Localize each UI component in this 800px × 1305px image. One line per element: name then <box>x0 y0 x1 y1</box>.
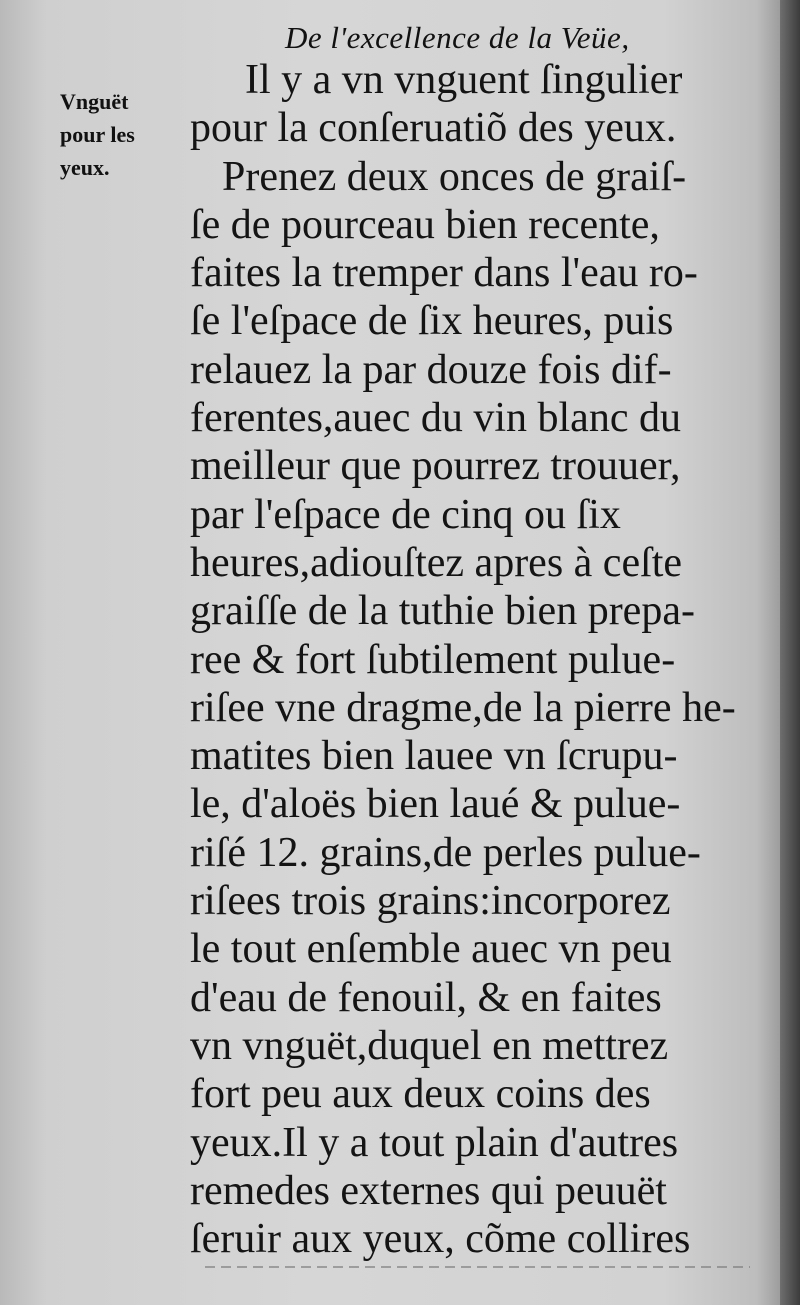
text-line: ſeruir aux yeux, cõme collires <box>190 1216 691 1263</box>
text-line: le tout enſemble auec vn peu <box>190 926 672 973</box>
text-line: matites bien lauee vn ſcrupu- <box>190 733 678 780</box>
text-line: ſe l'eſpace de ſix heures, puis <box>190 298 674 345</box>
text-line: vn vnguët,duquel en mettrez <box>190 1022 669 1069</box>
text-line: d'eau de fenouil, & en faites <box>190 974 662 1021</box>
text-line: ree & fort ſubtilement pulue- <box>190 636 676 683</box>
marginal-note-line: pour les <box>60 122 135 147</box>
text-line: ſe de pourceau bien recente, <box>190 201 660 248</box>
text-line: fort peu aux deux coins des <box>190 1071 651 1118</box>
text-line: relauez la par douze fois dif- <box>190 346 672 393</box>
show-through-fragment <box>205 1266 750 1268</box>
text-line: le, d'aloës bien laué & pulue- <box>190 781 681 828</box>
text-line: pour la conſeruatiõ des yeux. <box>190 105 677 152</box>
text-line: ferentes,auec du vin blanc du <box>190 395 681 442</box>
text-line: heures,adiouſtez apres à ceſte <box>190 539 683 586</box>
text-line: meilleur que pourrez trouuer, <box>190 443 681 490</box>
text-line: graiſſe de la tuthie bien prepa- <box>190 588 695 635</box>
text-line: yeux.Il y a tout plain d'autres <box>190 1119 679 1166</box>
text-line: par l'eſpace de cinq ou ſix <box>190 491 621 538</box>
text-line: riſee vne dragme,de la pierre he- <box>190 684 736 731</box>
page-edge <box>780 0 800 1305</box>
text-line: riſees trois grains:incorporez <box>190 878 671 925</box>
text-line: Prenez deux onces de graiſ- <box>222 153 687 200</box>
body-text <box>190 56 750 1263</box>
text-line: faites la tremper dans l'eau ro- <box>190 250 698 297</box>
text-line: riſé 12. grains,de perles pulue- <box>190 829 701 876</box>
text-line: remedes externes qui peuuët <box>190 1167 667 1214</box>
marginal-note-line: yeux. <box>60 155 110 180</box>
running-head: De l'excellence de la Veüe, <box>285 20 630 55</box>
marginal-note-line: Vnguët <box>60 89 129 114</box>
text-line: Il y a vn vnguent ſingulier <box>245 57 683 103</box>
marginal-note <box>60 85 190 184</box>
